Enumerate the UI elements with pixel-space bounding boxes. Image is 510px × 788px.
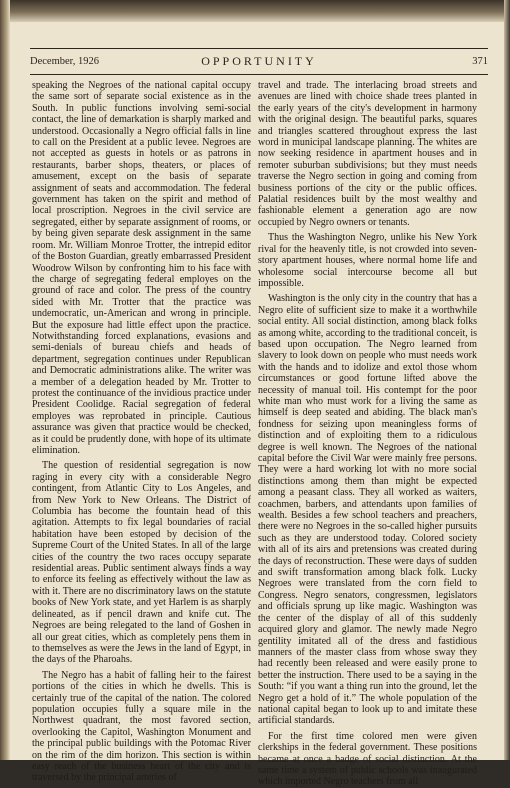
paragraph: Thus the Washington Negro, unlike his New York rival for the heavenly title, is not crowded into seven-story apartment houses, where normal home life and wholesome social intercourse become all but impossible. <box>258 232 477 289</box>
page-number: 371 <box>472 56 488 67</box>
paragraph: The question of residential segregation is now raging in every city with a considerable Negro contingent, from Atlantic City to Los Angeles, and from New York to New Orleans. The District of Columbia has become the fountain head of this agitation. Attempts to fix legal boundaries of racial habitation have been estoped by decision of the Supreme Court of the United States. In all of the large cities of the country the two races occupy separate residential areas. Public sentiment always finds a way to enforce its feeling as effectively without the law as with it. There are no discriminatory laws on the statute books of New York state, and yet Harlem is as sharply delineated, as if pencil drawn and knife cut. The Negroes are being relegated to the land of Goshen in all our great cities, which as completely pens them in to themselves as were the Jews in the land of Egypt, in the days of the Pharoahs. <box>32 460 251 666</box>
text-column-left <box>32 80 251 784</box>
paragraph: For the first time colored men were given clerkships in the federal government. These positions became at once a badge of social distinction. At the same time a system of public schools was inaugurated which imported Negro teachers from all <box>258 730 477 788</box>
header-rule-top <box>30 48 488 49</box>
issue-date: December, 1926 <box>30 56 99 67</box>
page-binding-left <box>0 0 10 760</box>
page-binding-right <box>504 0 510 760</box>
paragraph: speaking the Negroes of the national capital occupy the same sort of separate social existence as in the South. In public functions involving semi-social contact, the line of demarkation is sharply marked and understood. Occasionally a Negro official falls in line to call on the President at a public levee. Negroes are not accepted as guests in hotels or as patrons in restaurants, barber shops, theaters, or places of amusement, except on the basis of separate assignment of seats and accommodation. The federal government has taken on the spirit and method of local proscription. Negroes in the civil service are segregated, either by separate assignment of rooms, or by being given separate desk assignment in the same room. Mr. William Monroe Trotter, the intrepid editor of the Boston Guardian, greatly embarrassed President Woodrow Wilson by confronting him to his face with the charge of segregating federal employes on the ground of race and color. The press of the country sided with Mr. Trotter that the practice was undemocratic, un-American and wrong in principle. But the exposure had little effect upon the practice. Notwithstanding forced explanations, evasions and semi-denials of bureau chiefs and heads of department, segregation continues under Republican and Democratic administrations alike. The writer was a member of a delegation headed by Mr. Trotter to protest the continuance of the invidious practice under President Coolidge. Racial segregation of federal employes was reprobated in principle. Cautious assurance was given that practice would be checked, as it could be prudently done, with hope of its ultimate elimination. <box>32 80 251 456</box>
text-column-right <box>258 80 477 788</box>
header-rule-bottom <box>30 74 488 75</box>
running-header <box>30 54 488 70</box>
paragraph: The Negro has a habit of falling heir to the fairest portions of the cities in which he dwells. This is certainly true of the capital of the nation. The colored population occupies fully a square mile in the Northwest quadrant, the most favored section, overlooking the Capitol, Washington Monument and the principal public buildings with the Potomac River on the rim of the dim horizon. This section is within easy reach of the business heart of the city and is traversed by the principal arteries of <box>32 669 251 784</box>
paragraph: Washington is the only city in the country that has a Negro elite of sufficient size to make it a worthwhile social entity. All social distinction, among black folks as among white, according to the traditional conceit, is based upon occupation. The Negro learned from slavery to look down on people who must needs work with the hands and to idolize and extol those whom circumstances or good fortune lifted above the necessity of manual toil. His contempt for the poor white man who must work for a living the same as himself is deep seated and abiding. The black man's fondness for seizing upon meaningless forms of distinction and of exploiting them to a ridiculous degree is well known. The Negroes of the national capital before the Civil War were mainly free persons. They were a hard working lot with no more social distinctions among them than might be expected among a peasant class. They all worked as waiters, coachmen, barbers, and attendants upon families of wealth. Besides a few school teachers and preachers, there were no Negroes in the so-called higher pursuits such as they are understood today. Colored society with all of its airs and pretensions was created during the days of reconstruction. These were days of sudden and swift transformation among black folk. Lucky Negroes were translated from the corn field to Congress. Negro senators, congressmen, legislators and officials sprung up like magic. Washington was the center of the display of all of this suddenly acquired glory and glamor. The newly made Negro gentility imitated all of the dress and fastidious manners of the master class from whose sway they had recently been released and were easily prone to better the instruction. There used to be a saying in the South: “if you want a thing run into the ground, let the Negro get a hold of it.” The whole population of the national capital began to look up to and imitate these artificial standards. <box>258 293 477 727</box>
page-binding-top <box>0 0 510 22</box>
paragraph: travel and trade. The interlacing broad streets and avenues are lined with choice shade trees planted in the early years of the city's development in harmony with the original design. The beautiful parks, squares and triangles scattered throughout express the last word in municipal landscape planning. The whites are now seeking residence in apartment houses and in remoter suburban subdivisions; but they must needs traverse the Negro section in going and coming from business portions of the city or the public offices. Palatial residences built by the most wealthy and fashionable element a generation ago are now occupied by Negro owners or tenants. <box>258 80 477 228</box>
publication-title: OPPORTUNITY <box>201 54 317 68</box>
